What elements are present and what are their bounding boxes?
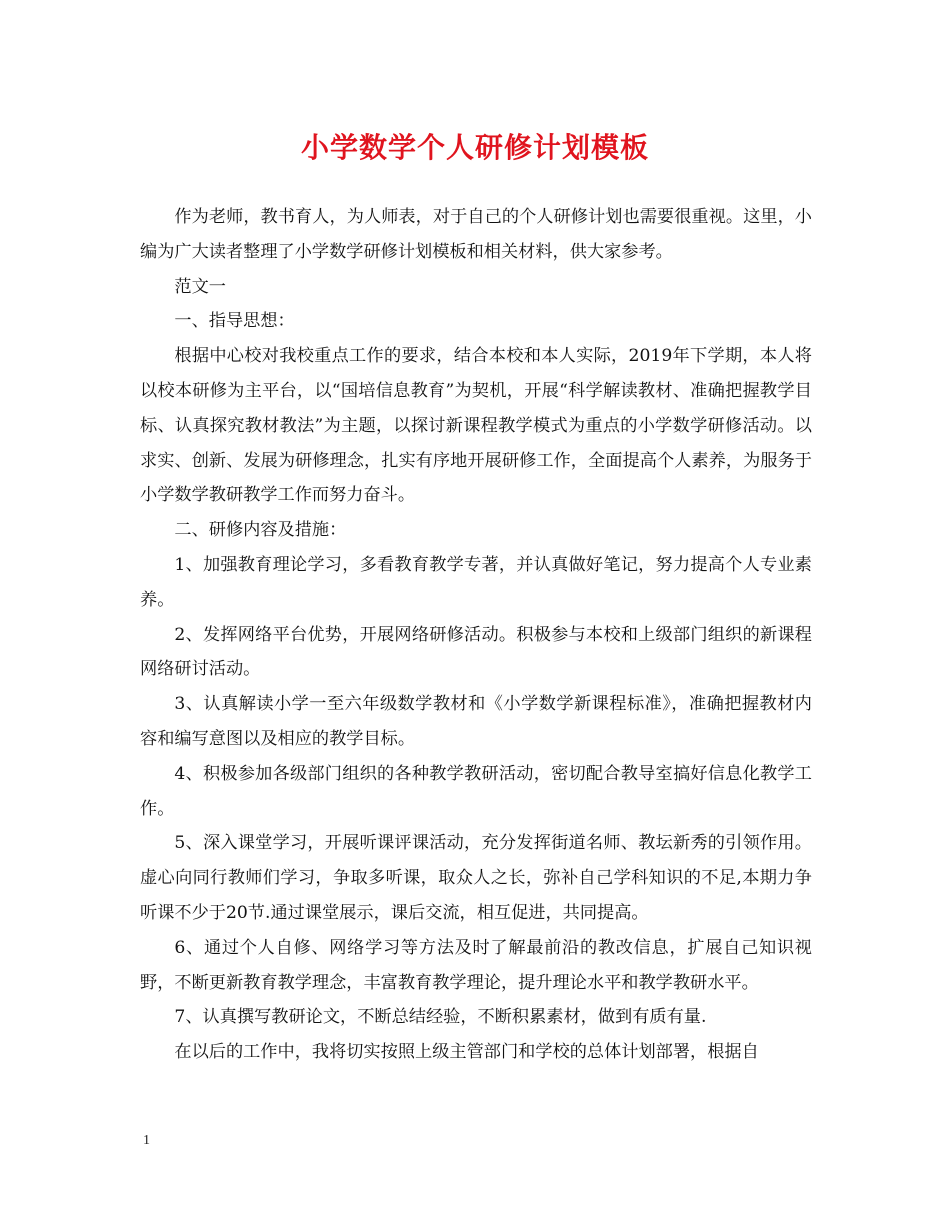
list-item-2: 2、发挥网络平台优势，开展网络研修活动。积极参与本校和上级部门组织的新课程网络研讨活动。 bbox=[140, 624, 812, 680]
list-item-4: 4、积极参加各级部门组织的各种教学教研活动，密切配合教导室搞好信息化教学工作。 bbox=[140, 763, 812, 819]
document-body bbox=[140, 200, 812, 1070]
list-item-6: 6、通过个人自修、网络学习等方法及时了解最前沿的教改信息，扩展自己知识视野，不断更新教育教学理念，丰富教育教学理论，提升理论水平和教学教研水平。 bbox=[140, 937, 812, 993]
section-heading-guiding-thought: 一、指导思想： bbox=[174, 311, 295, 332]
section-heading-content-measures: 二、研修内容及措施： bbox=[174, 520, 347, 541]
list-item-7: 7、认真撰写教研论文，不断总结经验，不断积累素材，做到有质有量. bbox=[174, 1007, 707, 1028]
document-title: 小学数学个人研修计划模板 bbox=[300, 131, 649, 164]
paragraph-closing: 在以后的工作中，我将切实按照上级主管部门和学校的总体计划部署，根据自 bbox=[174, 1042, 759, 1063]
paragraph-guiding-thought: 根据中心校对我校重点工作的要求，结合本校和本人实际，2019年下学期，本人将以校本研修为主平台，以“国培信息教育”为契机，开展“科学解读教材、准确把握教学目标、认真探究教材教法”为主题，以探讨新课程教学模式为重点的小学数学研修活动。以求实、创新、发展为研修理念，扎实有序地开展研修工作，全面提高个人素养，为服务于小学数学教研教学工作而努力奋斗。 bbox=[140, 346, 812, 506]
list-item-5: 5、深入课堂学习，开展听课评课活动，充分发挥街道名师、教坛新秀的引领作用。虚心向同行教师们学习，争取多听课，取众人之长，弥补自己学科知识的不足,本期力争听课不少于20节.通过课堂展示，课后交流，相互促进，共同提高。 bbox=[140, 833, 812, 923]
page-number: 1 bbox=[143, 1133, 150, 1148]
list-item-1: 1、加强教育理论学习，多看教育教学专著，并认真做好笔记，努力提高个人专业素养。 bbox=[140, 554, 812, 610]
paragraph-intro: 作为老师，教书育人，为人师表，对于自己的个人研修计划也需要很重视。这里，小编为广大读者整理了小学数学研修计划模板和相关材料，供大家参考。 bbox=[140, 207, 812, 262]
list-item-3: 3、认真解读小学一至六年级数学教材和《小学数学新课程标准》，准确把握教材内容和编写意图以及相应的教学目标。 bbox=[140, 694, 812, 749]
paragraph-sample-heading: 范文一 bbox=[174, 276, 226, 297]
